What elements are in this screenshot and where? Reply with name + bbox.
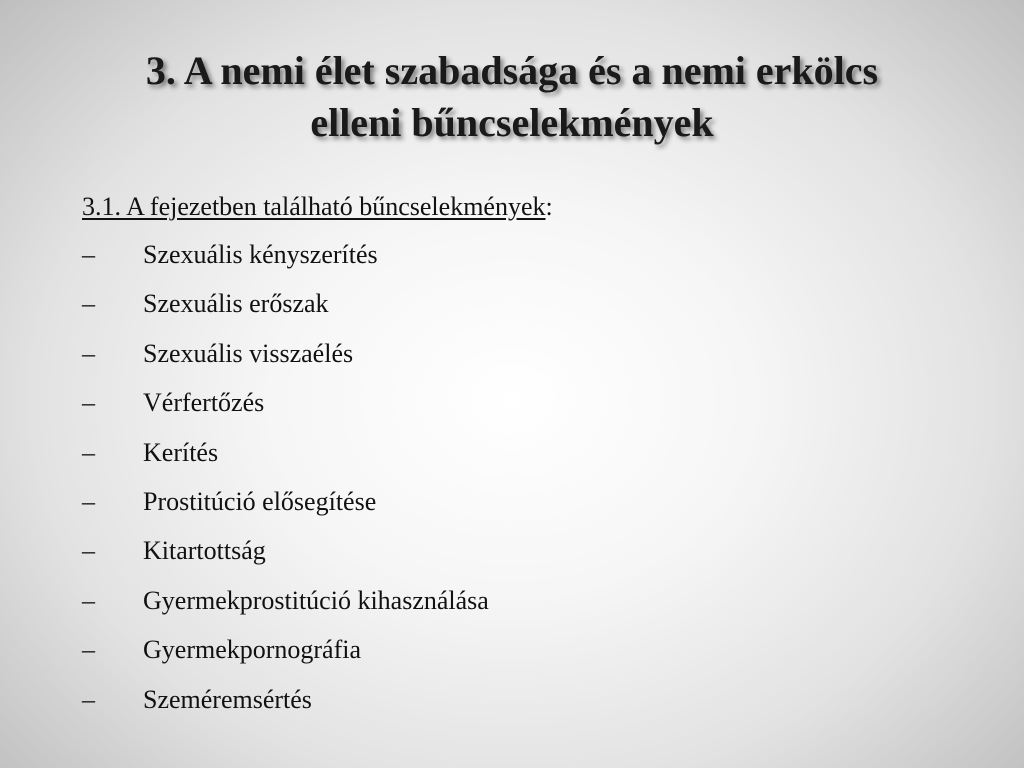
dash-bullet-icon: – bbox=[82, 240, 95, 269]
dash-bullet-icon: – bbox=[82, 338, 95, 368]
dash-bullet-icon: – bbox=[82, 289, 95, 319]
list-item bbox=[82, 337, 489, 386]
list-item-label: Szeméremsértés bbox=[143, 684, 312, 714]
list-item bbox=[82, 534, 489, 583]
dash-bullet-icon: – bbox=[82, 635, 95, 665]
list-item-label: Kitartottság bbox=[143, 536, 266, 566]
section-heading bbox=[82, 190, 553, 224]
slide-title-line-2: elleni bűncselekmények bbox=[310, 100, 714, 145]
list-item-label: Kerítés bbox=[143, 437, 219, 467]
list-item bbox=[82, 386, 489, 435]
slide-title bbox=[40, 45, 984, 149]
list-item-label: Gyermekpornográfia bbox=[143, 635, 362, 665]
list-item bbox=[82, 584, 489, 633]
list-item-label: Gyermekprostitúció kihasználása bbox=[143, 585, 489, 615]
list-item-label: Vérfertőzés bbox=[143, 388, 265, 418]
section-heading-text: 3.1. A fejezetben található bűncselekmények bbox=[82, 192, 546, 221]
dash-bullet-icon: – bbox=[82, 437, 95, 467]
list-item bbox=[82, 238, 489, 287]
list-item-label: Szexuális visszaélés bbox=[143, 338, 354, 368]
list-item bbox=[82, 436, 489, 485]
offense-list bbox=[82, 238, 489, 732]
list-item bbox=[82, 683, 489, 732]
dash-bullet-icon: – bbox=[82, 684, 95, 714]
list-item-label: Prostitúció elősegítése bbox=[143, 486, 377, 516]
list-item bbox=[82, 287, 489, 336]
dash-bullet-icon: – bbox=[82, 486, 95, 516]
list-item-label: Szexuális erőszak bbox=[143, 289, 329, 319]
list-item bbox=[82, 633, 489, 682]
dash-bullet-icon: – bbox=[82, 585, 95, 615]
dash-bullet-icon: – bbox=[82, 388, 95, 418]
dash-bullet-icon: – bbox=[82, 536, 95, 566]
slide-title-line-1: 3. A nemi élet szabadsága és a nemi erkölcs bbox=[145, 48, 879, 93]
list-item bbox=[82, 485, 489, 534]
list-item-label: Szexuális kényszerítés bbox=[143, 240, 378, 269]
section-heading-colon: : bbox=[545, 192, 553, 221]
